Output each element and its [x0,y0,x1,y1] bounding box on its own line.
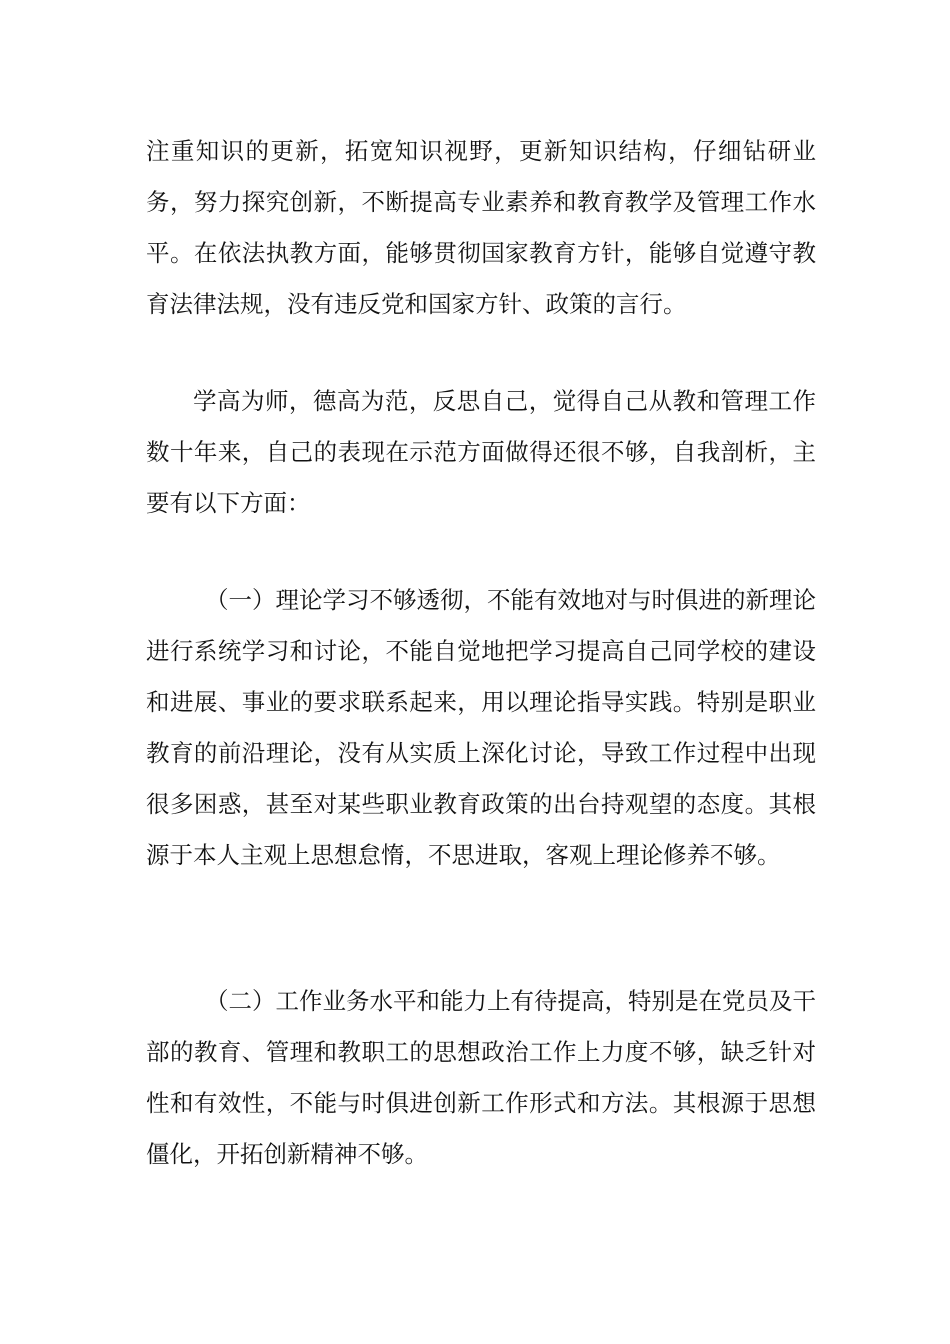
paragraph-continuation: 注重知识的更新，拓宽知识视野，更新知识结构，仔细钻研业务，努力探究创新，不断提高专业素养和教育教学及管理工作水平。在依法执教方面，能够贯彻国家教育方针，能够自觉遵守教育法律法规，没有违反党和国家方针、政策的言行。 [146,137,816,318]
paragraph-point-one: （一）理论学习不够透彻，不能有效地对与时俱进的新理论进行系统学习和讨论，不能自觉地把学习提高自己同学校的建设和进展、事业的要求联系起来，用以理论指导实践。特别是职业教育的前沿理论，没有从实质上深化讨论，导致工作过程中出现很多困惑，甚至对某些职业教育政策的出台持观望的态度。其根源于本人主观上思想怠惰，不思进取，客观上理论修养不够。 [146,586,816,869]
paragraph-point-two: （二）工作业务水平和能力上有待提高，特别是在党员及干部的教育、管理和教职工的思想政治工作上力度不够，缺乏针对性和有效性，不能与时俱进创新工作形式和方法。其根源于思想僵化，开拓创新精神不够。 [146,987,816,1168]
paragraph-self-reflection: 学高为师，德高为范，反思自己，觉得自己从教和管理工作数十年来，自己的表现在示范方面做得还很不够，自我剖析，主要有以下方面： [146,387,816,517]
